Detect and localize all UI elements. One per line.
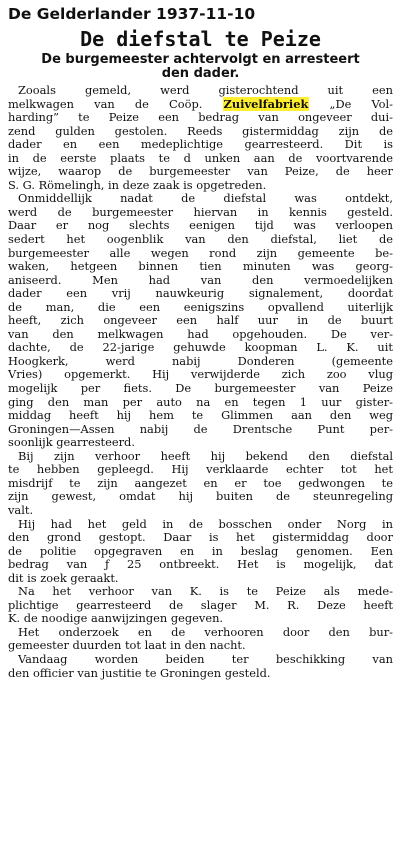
text-line: burgemeester alle wegen rond zijn gemeente be- — [8, 245, 393, 260]
paragraph — [8, 518, 393, 586]
subheadline-line-2: den dader. — [161, 66, 240, 81]
text-line: S. G. Römelingh, in deze zaak is opgetreden. — [8, 177, 267, 192]
paragraph — [8, 585, 393, 626]
subheadline — [8, 53, 393, 81]
text-line: te hebben gepleegd. Hij verklaarde echter tot het — [8, 462, 393, 477]
text-line: de politie opgegraven en in beslag genomen. Een — [8, 543, 393, 558]
text-line: dachte, de 22-jarige gehuwde koopman L. K. uit — [8, 340, 393, 355]
text-line: soonlijk gearresteerd. — [8, 435, 135, 450]
text-line: Hij had het geld in de bosschen onder Norg in — [18, 516, 393, 531]
text-line: Daar er nog slechts eenigen tijd was verloopen — [8, 218, 393, 233]
text-line: valt. — [8, 502, 34, 517]
text-line: den officier van justitie te Groningen gesteld. — [8, 665, 271, 680]
text-line: Hoogkerk, werd nabij Donderen (gemeente — [8, 353, 393, 368]
text-line: de man, die een eenigszins opvallend uiterlijk — [8, 299, 393, 314]
text-line: misdrijf te zijn aangezet en er toe gedwongen te — [8, 475, 393, 490]
paragraph — [8, 450, 393, 518]
paragraph — [8, 626, 393, 653]
text-line: Het onderzoek en de verhooren door den bur- — [18, 624, 393, 639]
text-line: middag heeft hij hem te Glimmen aan den weg — [8, 408, 393, 423]
text-line: wijze, waarop de burgemeester van Peize, de heer — [8, 164, 393, 179]
text-line: heeft, zich ongeveer een half uur in de buurt — [8, 313, 393, 328]
text-line: Zooals gemeld, werd gisterochtend uit een — [18, 83, 393, 97]
text-line: Groningen—Assen nabij de Drentsche Punt per- — [8, 421, 393, 436]
text-line: Bij zijn verhoor heeft hij bekend den diefstal — [18, 448, 393, 463]
text-line: van den melkwagen had opgehouden. De ver- — [8, 326, 393, 341]
text-line: werd de burgemeester hiervan in kennis gesteld. — [8, 204, 393, 219]
text-line: bedrag van ƒ 25 ontbreekt. Het is mogelijk, dat — [8, 557, 393, 572]
highlighted-word: Zuivelfabriek — [223, 96, 309, 111]
text-line: aniseerd. Men had van den vermoedelijken — [8, 272, 393, 287]
text-line: ging den man per auto na en tegen 1 uur gister- — [8, 394, 393, 409]
text-line: dit is zoek geraakt. — [8, 570, 119, 585]
article-body — [8, 84, 393, 680]
text-line: Vries) opgemerkt. Hij verwijderde zich zoo vlug — [8, 367, 393, 382]
paragraph — [8, 84, 393, 192]
text-line: gemeester duurden tot laat in den nacht. — [8, 638, 246, 653]
text-line: sedert het oogenblik van den diefstal, liet de — [8, 232, 393, 247]
text-line: zijn gewest, omdat hij buiten de steunregeling — [8, 489, 393, 504]
text-line: harding” te Peize een bedrag van ongeveer dui- — [8, 110, 393, 125]
text-line: melkwagen van de Coöp. Zuivelfabriek „De Vol- — [8, 96, 393, 111]
text-line: Vandaag worden beiden ter beschikking van — [18, 651, 393, 666]
masthead: De Gelderlander 1937-11-10 — [8, 5, 256, 23]
text-line: mogelijk per fiets. De burgemeester van Peize — [8, 381, 393, 396]
text-line: zend gulden gestolen. Reeds gistermiddag zijn de — [8, 123, 393, 138]
text-line: dader een vrij nauwkeurig signalement, doordat — [8, 286, 393, 301]
text-line: Onmiddellijk nadat de diefstal was ontdekt, — [18, 191, 393, 206]
text-line: K. de noodige aanwijzingen gegeven. — [8, 611, 224, 626]
text-line: dader en een medeplichtige gearresteerd. Dit is — [8, 137, 393, 152]
paragraph — [8, 192, 393, 449]
headline: De diefstal te Peize — [80, 27, 321, 51]
text-line: Na het verhoor van K. is te Peize als mede- — [18, 584, 393, 599]
text-line: den grond gestopt. Daar is het gistermiddag door — [8, 530, 393, 545]
text-line: in de eerste plaats te d unken aan de voortvarende — [8, 150, 393, 165]
text-line: waken, hetgeen binnen tien minuten was georg- — [8, 259, 393, 274]
text-line: plichtige gearresteerd de slager M. R. Deze heeft — [8, 597, 393, 612]
subheadline-line-1: De burgemeester achtervolgt en arresteert — [41, 52, 360, 67]
paragraph — [8, 653, 393, 680]
